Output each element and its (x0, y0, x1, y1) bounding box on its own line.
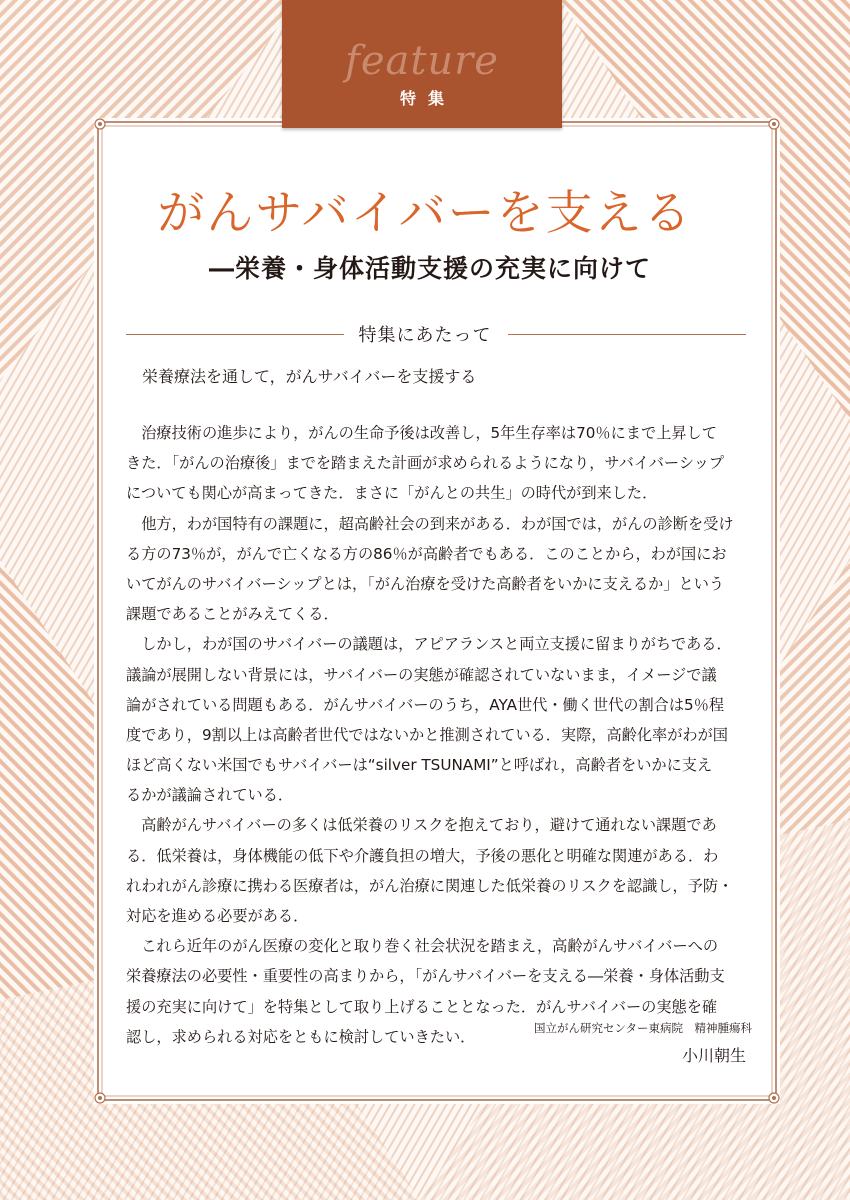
body-line: についても関心が高まってきた．まさに「がんとの共生」の時代が到来した． (126, 484, 658, 503)
body-line: る方の73％が，がんで亡くなる方の86％が高齢者でもある．このことから，わが国にお (126, 544, 727, 563)
feature-label: 特集 (399, 89, 456, 108)
body-line: きた．「がんの治療後」までを踏まえた計画が求められるようになり，サバイバーシップ (126, 454, 725, 473)
body-line: 論がされている問題もある．がんサバイバーのうち，AYA世代・働く世代の割合は5％程 (126, 695, 725, 714)
feature-script-text: feature (345, 38, 499, 84)
body-line: 議論が展開しない背景には，サバイバーの実態が確認されていないまま，イメージで議 (126, 665, 717, 684)
body-line: しかし，わが国のサバイバーの議題は，アピアランスと両立支援に留まりがちである． (126, 635, 732, 654)
body-line: 治療技術の進歩により，がんの生命予後は改善し，5年生存率は70％にまで上昇して (126, 424, 717, 442)
section-heading: 特集にあたって (358, 325, 492, 346)
body-line: る．低栄養は，身体機能の低下や介護負担の増大，予後の悪化と明確な関連がある．わ (126, 846, 719, 865)
page-title: がんサバイバーを支える (157, 186, 693, 241)
body-line: これら近年のがん医療の変化と取り巻く社会状況を踏まえ，高齢がんサバイバーへの (126, 937, 719, 956)
body-line: 課題であることがみえてくる． (126, 605, 339, 624)
body-line: 高齢がんサバイバーの多くは低栄養のリスクを抱えており，避けて通れない課題であ (126, 816, 717, 835)
section-rule-left (126, 334, 344, 335)
author-name: 小川朝生 (681, 1046, 746, 1065)
author-affiliation: 国立がん研究センター東病院 精神腫瘍科 (533, 1021, 752, 1035)
body-line: 栄養療法の必要性・重要性の高まりから，「がんサバイバーを支える―栄養・身体活動支 (126, 967, 725, 986)
body-line: 度であり，9割以上は高齢者世代ではないかと推測されている．実際，高齢化率がわが国 (126, 725, 728, 744)
page-subtitle: ―栄養・身体活動支援の充実に向けて (208, 254, 651, 283)
body-line: 認し，求められる対応をともに検討していきたい． (126, 1027, 476, 1046)
section-rule-right (508, 334, 746, 335)
body-line: 対応を進める必要がある． (126, 907, 309, 925)
feature-tab (282, 0, 562, 128)
body-line: いてがんのサバイバーシップとは，「がん治療を受けた高齢者をいかに支えるか」という (126, 574, 725, 593)
body-line: れわれがん診療に携わる医療者は，がん治療に関連した低栄養のリスクを認識し，予防・ (126, 876, 734, 895)
lead-sentence: 栄養療法を通して，がんサバイバーを支援する (142, 367, 477, 386)
body-line: 他方，わが国特有の課題に，超高齢社会の到来がある．わが国では，がんの診断を受け (126, 514, 734, 533)
body-line: るかが議論されている． (126, 786, 294, 805)
body-text (126, 418, 746, 1052)
body-line: 援の充実に向けて」を特集として取り上げることとなった．がんサバイバーの実態を確 (126, 997, 718, 1016)
body-line: ほど高くない米国でもサバイバーは“silver TSUNAMI”と呼ばれ，高齢者をいかに支え (126, 756, 713, 775)
